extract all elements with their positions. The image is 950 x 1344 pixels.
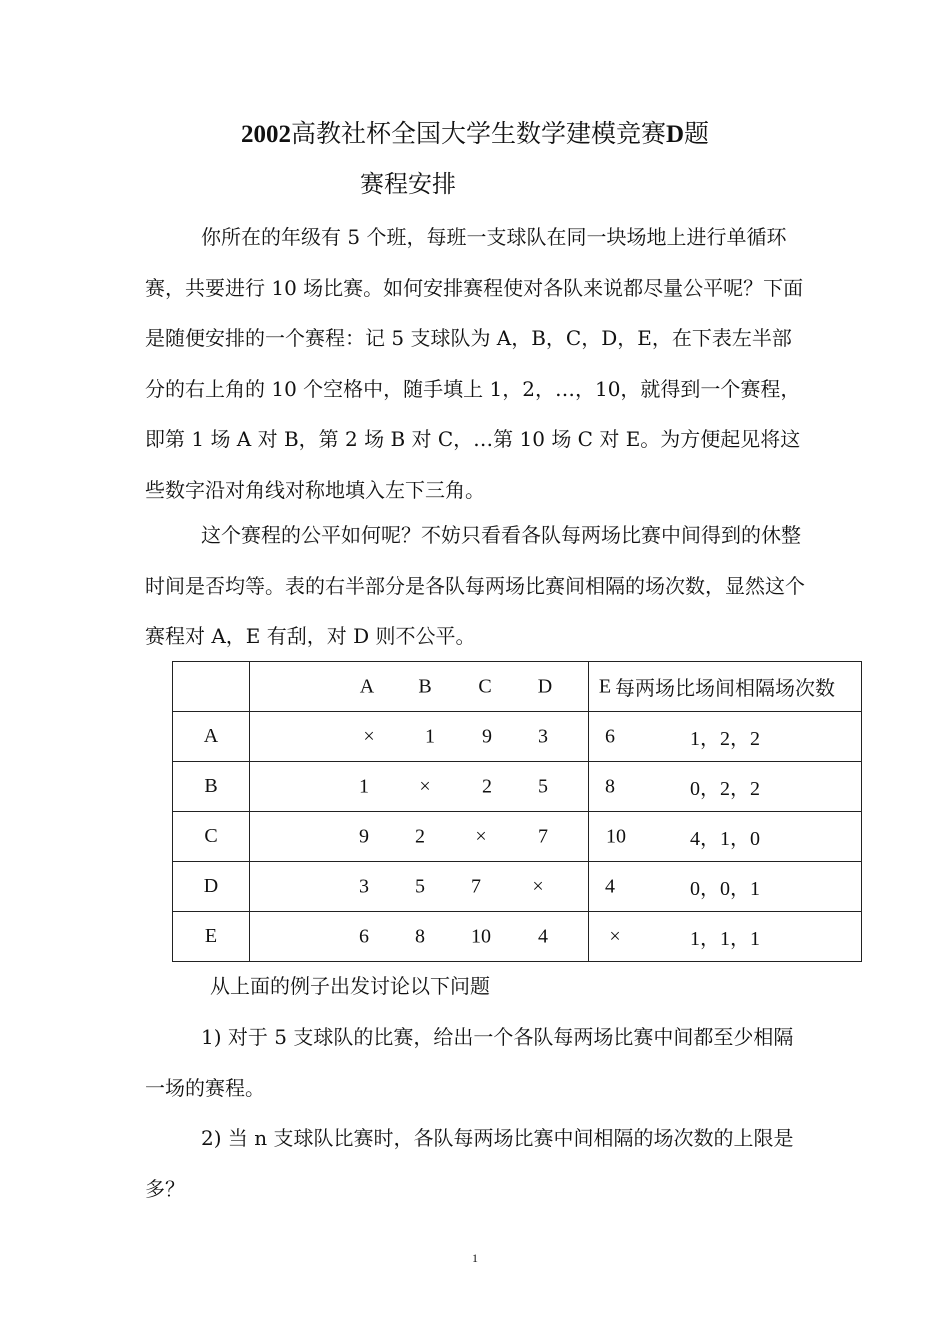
row-label: D xyxy=(173,862,250,912)
schedule-table xyxy=(172,661,862,962)
title-text: 高教社杯全国大学生数学建模竞赛 xyxy=(290,119,666,148)
title-suffix: 题 xyxy=(684,119,710,148)
match-cell: 2 xyxy=(415,825,425,847)
column-header-e: E xyxy=(598,675,612,697)
question-2: 2) 当 n 支球队比赛时，各队每两场比赛中间相隔的场次数的上限是多？ xyxy=(145,1126,794,1201)
title-letter: D xyxy=(665,121,685,148)
row-label: C xyxy=(173,812,250,862)
match-number-cells xyxy=(250,812,626,862)
document-subtitle: 赛程安排 xyxy=(360,170,456,198)
table-row xyxy=(173,762,862,812)
match-cell: × xyxy=(419,775,431,797)
gap-values: 0，0，1 xyxy=(589,862,862,912)
gap-values: 0，2，2 xyxy=(589,762,862,812)
match-cell: 5 xyxy=(415,875,425,897)
match-cell: 6 xyxy=(605,725,615,747)
page-number: 1 xyxy=(472,1251,478,1265)
question-1: 1) 对于 5 支球队的比赛，给出一个各队每两场比赛中间都至少相隔一场的赛程。 xyxy=(145,1025,794,1100)
discussion-intro: 从上面的例子出发讨论以下问题 xyxy=(210,974,490,998)
match-cell: 4 xyxy=(538,925,548,947)
match-cell: × xyxy=(609,925,621,947)
match-cell: 10 xyxy=(606,825,626,847)
match-cell: 4 xyxy=(605,875,615,897)
table-row xyxy=(173,812,862,862)
match-cell: 6 xyxy=(359,925,369,947)
gap-column-header: 每两场比场间相隔场次数 xyxy=(589,662,862,712)
match-number-cells xyxy=(250,862,615,912)
table-corner-cell xyxy=(173,662,250,712)
row-label: A xyxy=(173,712,250,762)
row-label: E xyxy=(173,912,250,962)
match-cell: × xyxy=(532,875,544,897)
match-cell: 1 xyxy=(425,725,435,747)
column-header-a: A xyxy=(359,675,375,697)
match-cell: 7 xyxy=(538,825,548,847)
match-number-cells xyxy=(250,762,615,812)
column-header-d: D xyxy=(537,675,553,697)
match-cell: 7 xyxy=(471,875,481,897)
match-cell: 9 xyxy=(359,825,369,847)
match-cell: 10 xyxy=(471,925,491,947)
column-header-c: C xyxy=(478,675,492,697)
match-cell: 2 xyxy=(482,775,492,797)
table-row xyxy=(173,862,862,912)
match-cell: × xyxy=(475,825,487,847)
match-cell: 5 xyxy=(538,775,548,797)
match-cell: 9 xyxy=(482,725,492,747)
table-row xyxy=(173,712,862,762)
title-year: 2002 xyxy=(240,121,291,148)
match-cell: 3 xyxy=(538,725,548,747)
intro-paragraph-1: 你所在的年级有 5 个班，每班一支球队在同一块场地上进行单循环赛，共要进行 10 场比赛。如何安排赛程使对各队来说都尽量公平呢？下面是随便安排的一个赛程：记 5 支球队为 A，B，C，D，E，在下表左半部分的右上角的 10 个空格中，随手填上 1，2，…，10，就得到一个赛程，即第 1 场 A 对 B，第 2 场 B 对 C，…第 10 场 C 对 E。为方便起见将这些数字沿对角线对称地填入左下三角。 xyxy=(145,225,804,502)
match-cell: 8 xyxy=(605,775,615,797)
match-number-cells xyxy=(250,912,621,962)
match-cell: 1 xyxy=(359,775,369,797)
intro-paragraph-2: 这个赛程的公平如何呢？不妨只看看各队每两场比赛中间得到的休整时间是否均等。表的右半部分是各队每两场比赛间相隔的场次数，显然这个赛程对 A，E 有刮，对 D 则不公平。 xyxy=(145,523,805,648)
match-number-cells xyxy=(250,712,615,762)
match-cell: × xyxy=(363,725,375,747)
table-row xyxy=(173,912,862,962)
match-cell: 3 xyxy=(359,875,369,897)
row-label: B xyxy=(173,762,250,812)
gap-values: 1，1，1 xyxy=(589,912,862,962)
gap-values: 1，2，2 xyxy=(589,712,862,762)
team-column-headers xyxy=(250,662,612,712)
document-title xyxy=(0,116,950,153)
match-cell: 8 xyxy=(415,925,425,947)
gap-values: 4，1，0 xyxy=(589,812,862,862)
column-header-b: B xyxy=(418,675,432,697)
table-header-row xyxy=(173,662,862,712)
